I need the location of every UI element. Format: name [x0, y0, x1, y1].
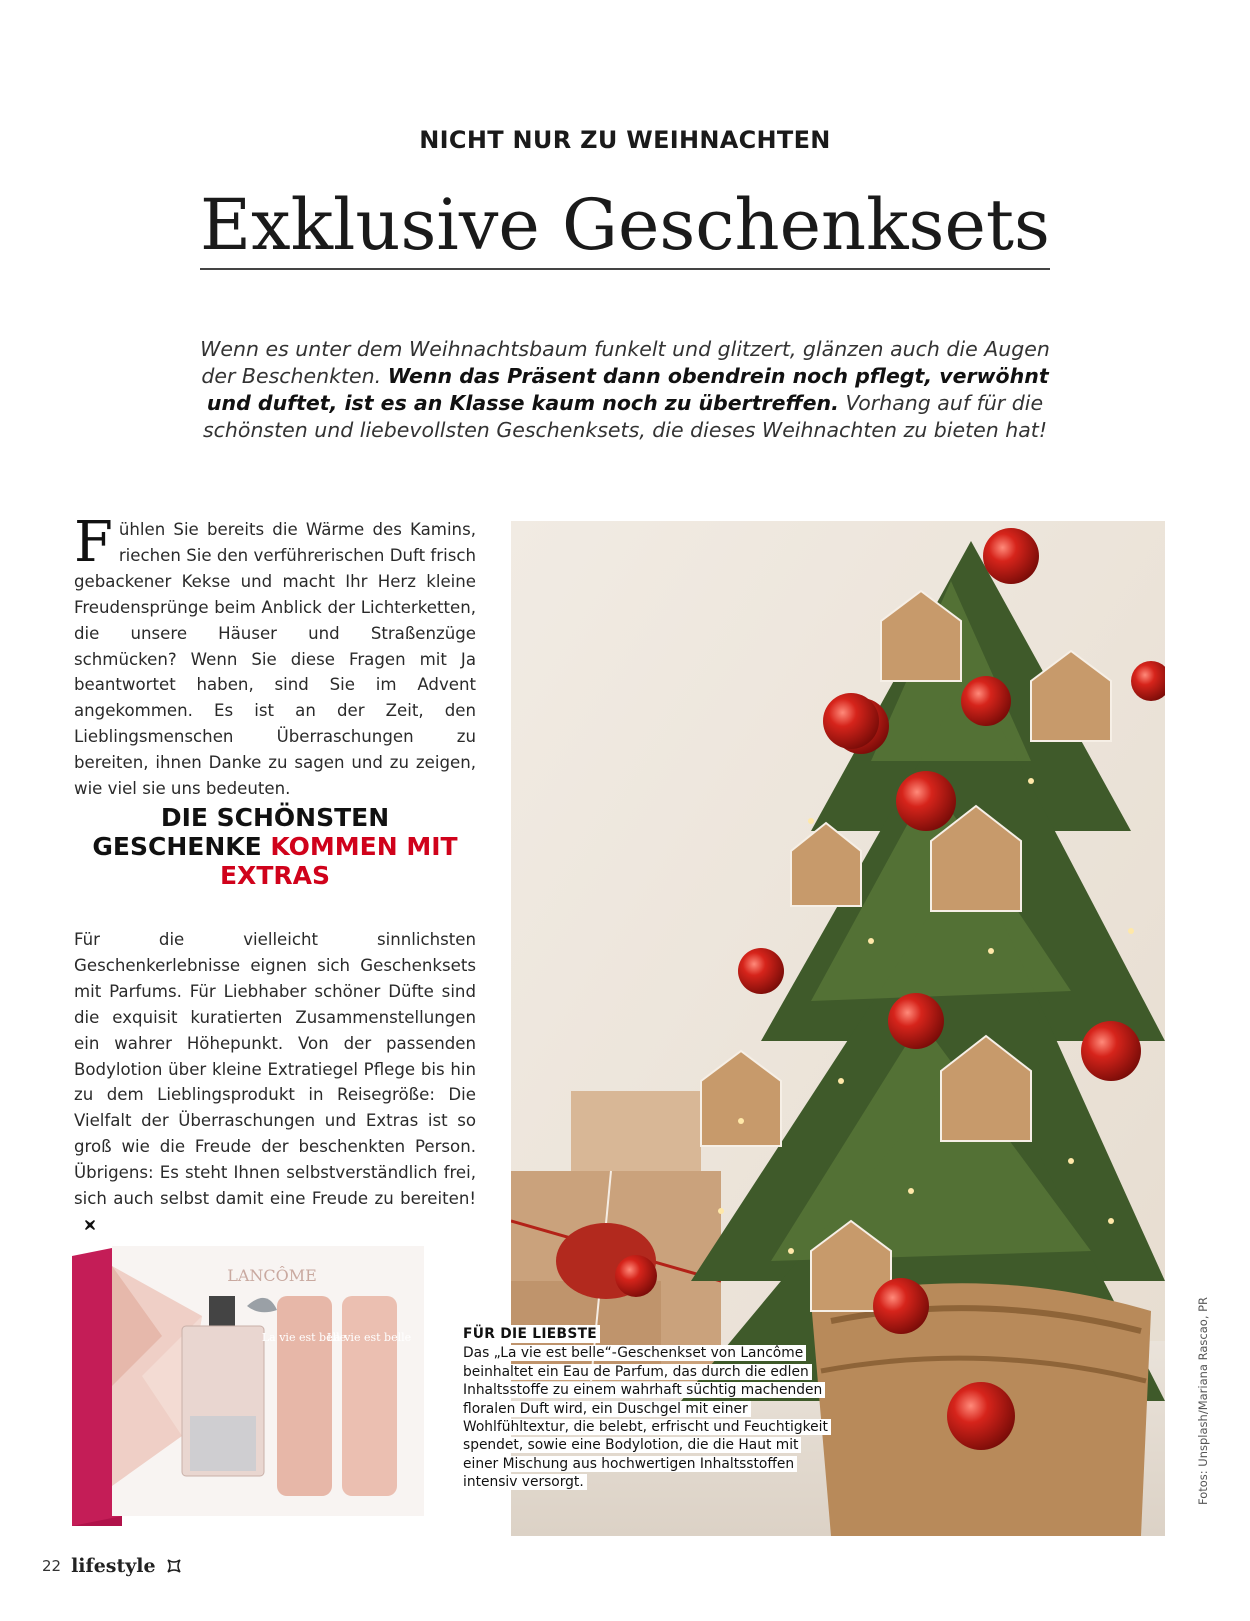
- end-mark-icon: [84, 1219, 96, 1231]
- magazine-brand: lifestyle: [71, 1555, 156, 1577]
- page-number: 22: [42, 1557, 62, 1575]
- article-kicker: NICHT NUR ZU WEIHNACHTEN: [419, 126, 831, 154]
- lead-part-1: Wenn es unter dem Weihnachtsbaum funkelt und glitzert, glänzen auch die Augen der Beschenkten.: [200, 337, 1050, 388]
- photo-credit: Fotos: Unsplash/Mariana Rascao, PR: [1196, 1296, 1210, 1505]
- subhead-black: DIE SCHÖNSTEN GESCHENKE: [92, 803, 390, 861]
- body-paragraph-2: [74, 927, 476, 1238]
- subhead-red: KOMMEN MIT EXTRAS: [219, 832, 458, 890]
- tube-label-2: La vie est belle: [326, 1331, 412, 1344]
- page-footer: [42, 1555, 182, 1577]
- tube-label-1: La vie est belle: [261, 1331, 347, 1344]
- paragraph-2-text: Für die vielleicht sinnlichsten Geschenkerlebnisse eignen sich Geschenksets mit Parfums. Für Liebhaber schöner Düfte sind die exquisit kuratierten Zusammenstellungen ein wahrer Höhepunkt. Von der passenden Bodylotion über kleine Extratiegel Pflege bis hin zu dem Lieblingsprodukt in Reisegröße: Die Vielfalt der Überraschungen und Extras ist so groß wie die Freude der beschenkten Person. Übrigens: Es steht Ihnen selbstverständlich frei, sich auch selbst damit eine Freude zu bereiten!: [74, 930, 476, 1209]
- article-title: [0, 183, 1250, 267]
- brand-logo-icon: [166, 1558, 182, 1574]
- lancome-gift-set-image: [72, 1246, 424, 1526]
- article-lead: [180, 336, 1070, 444]
- lead-part-2: Vorhang auf für die schönsten und liebevollsten Geschenksets, die dieses Weihnachten zu bieten hat!: [202, 391, 1048, 442]
- product-brand: LANCÔME: [227, 1266, 317, 1285]
- caption-text: Das „La vie est belle“-Geschenkset von Lancôme beinhaltet ein Eau de Parfum, das durch die edlen Inhaltsstoffe zu einem wahrhaft süchtig machenden floralen Duft wird, ein Duschgel mit einer Wohlfühltextur, die belebt, erfrischt und Feuchtigkeit spendet, sowie eine Bodylotion, die die Haut mit einer Mischung aus hochwertigen Inhaltsstoffen intensiv versorgt.: [460, 1345, 831, 1490]
- gift-set-illustration: [72, 1246, 424, 1526]
- photo-caption: [460, 1325, 830, 1492]
- section-subheading: [74, 803, 476, 890]
- caption-title: FÜR DIE LIEBSTE: [460, 1325, 600, 1343]
- body-paragraph-1: [74, 510, 476, 802]
- drop-cap: F: [74, 510, 113, 575]
- lead-bold: Wenn das Präsent dann obendrein noch pflegt, verwöhnt und duftet, ist es an Klasse kaum noch zu übertreffen.: [206, 364, 1049, 415]
- article-title-text: Exklusive Geschenksets: [200, 184, 1050, 270]
- paragraph-1-text: ühlen Sie bereits die Wärme des Kamins, riechen Sie den verführerischen Duft frisch gebackener Kekse und macht Ihr Herz kleine Freudensprünge beim Anblick der Lichterketten, die unsere Häuser und Straßenzüge schmücken? Wenn Sie diese Fragen mit Ja beantwortet haben, sind Sie im Advent angekommen. Es ist an der Zeit, den Lieblingsmenschen Überraschungen zu bereiten, ihnen Danke zu sagen und zu zeigen, wie viel sie uns bedeuten.: [74, 520, 476, 799]
